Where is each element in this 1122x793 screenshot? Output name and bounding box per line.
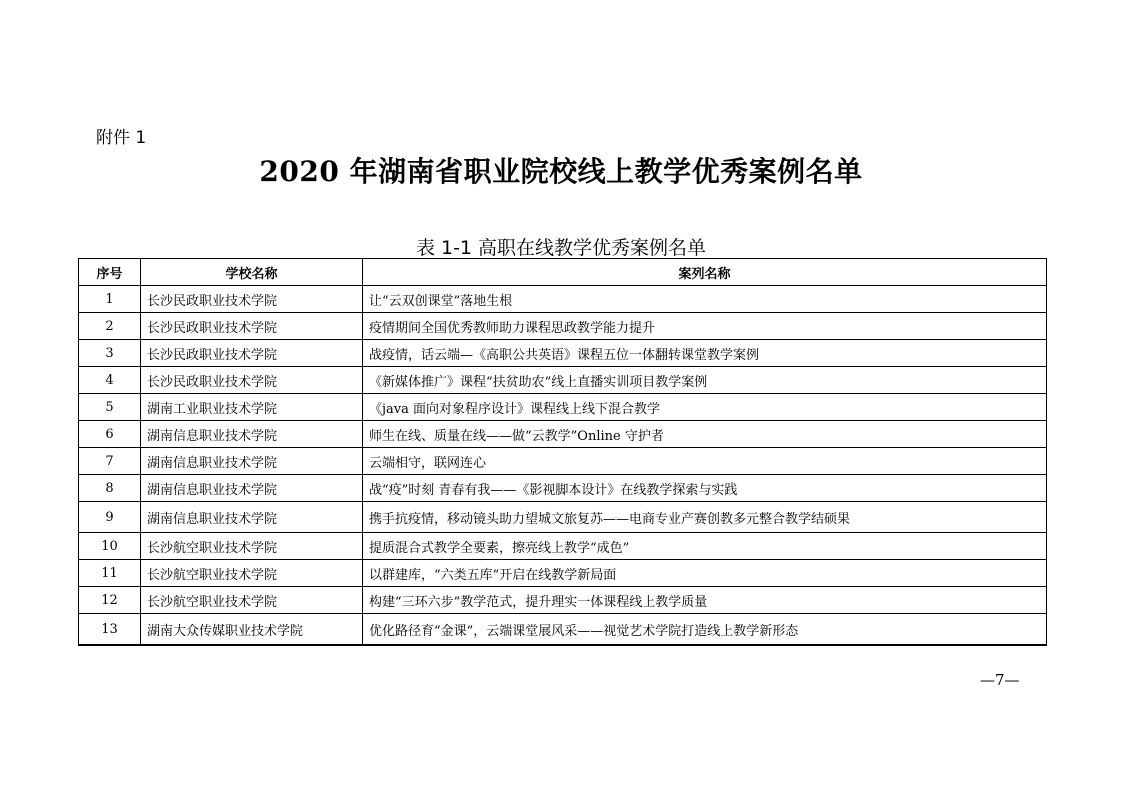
table-row	[79, 421, 1047, 448]
table-row	[79, 560, 1047, 587]
school-name: 长沙民政职业技术学院	[141, 286, 363, 313]
row-number: 2	[79, 313, 141, 340]
row-number: 12	[79, 587, 141, 614]
school-name: 湖南信息职业技术学院	[141, 448, 363, 475]
table-row	[79, 614, 1047, 646]
case-name: 携手抗疫情，移动镜头助力望城文旅复苏——电商专业产赛创教多元整合教学结硕果	[363, 502, 1047, 533]
case-name: 《新媒体推广》课程“扶贫助农”线上直播实训项目教学案例	[363, 367, 1047, 394]
school-name: 长沙航空职业技术学院	[141, 560, 363, 587]
row-number: 6	[79, 421, 141, 448]
case-name: 战疫情，话云端—《高职公共英语》课程五位一体翻转课堂教学案例	[363, 340, 1047, 367]
table-row	[79, 475, 1047, 502]
row-number: 8	[79, 475, 141, 502]
case-name: 云端相守，联网连心	[363, 448, 1047, 475]
case-name: 《java 面向对象程序设计》课程线上线下混合教学	[363, 394, 1047, 421]
table-row	[79, 367, 1047, 394]
header-case-name: 案列名称	[363, 259, 1047, 286]
table-caption: 表 1-1 高职在线教学优秀案例名单	[415, 237, 707, 259]
table-row	[79, 502, 1047, 533]
case-name: 战“疫”时刻 青春有我——《影视脚本设计》在线教学探索与实践	[363, 475, 1047, 502]
case-name: 疫情期间全国优秀教师助力课程思政教学能力提升	[363, 313, 1047, 340]
school-name: 长沙民政职业技术学院	[141, 367, 363, 394]
case-name: 优化路径育“金课”，云端课堂展风采——视觉艺术学院打造线上教学新形态	[363, 614, 1047, 646]
cases-table	[78, 258, 1047, 646]
case-name: 提质混合式教学全要素，擦亮线上教学“成色”	[363, 533, 1047, 560]
row-number: 7	[79, 448, 141, 475]
school-name: 长沙民政职业技术学院	[141, 313, 363, 340]
school-name: 长沙民政职业技术学院	[141, 340, 363, 367]
row-number: 10	[79, 533, 141, 560]
table-row	[79, 533, 1047, 560]
table-row	[79, 394, 1047, 421]
table-header-row	[79, 259, 1047, 286]
page-number: —7—	[980, 671, 1020, 689]
table-row	[79, 313, 1047, 340]
case-name: 构建“三环六步”教学范式，提升理实一体课程线上教学质量	[363, 587, 1047, 614]
header-school-name: 学校名称	[141, 259, 363, 286]
row-number: 13	[79, 614, 141, 646]
row-number: 11	[79, 560, 141, 587]
school-name: 长沙航空职业技术学院	[141, 587, 363, 614]
row-number: 3	[79, 340, 141, 367]
case-name: 师生在线、质量在线——做“云教学”Online 守护者	[363, 421, 1047, 448]
school-name: 湖南大众传媒职业技术学院	[141, 614, 363, 646]
attachment-label: 附件 1	[96, 128, 147, 148]
school-name: 长沙航空职业技术学院	[141, 533, 363, 560]
case-name: 以群建库，“六类五库”开启在线教学新局面	[363, 560, 1047, 587]
school-name: 湖南信息职业技术学院	[141, 475, 363, 502]
header-serial-number: 序号	[79, 259, 141, 286]
row-number: 1	[79, 286, 141, 313]
table-row	[79, 587, 1047, 614]
table-row	[79, 448, 1047, 475]
row-number: 4	[79, 367, 141, 394]
document-title: 2020 年湖南省职业院校线上教学优秀案例名单	[259, 155, 863, 188]
table-row	[79, 286, 1047, 313]
table-row	[79, 340, 1047, 367]
school-name: 湖南信息职业技术学院	[141, 421, 363, 448]
row-number: 5	[79, 394, 141, 421]
row-number: 9	[79, 502, 141, 533]
school-name: 湖南信息职业技术学院	[141, 502, 363, 533]
school-name: 湖南工业职业技术学院	[141, 394, 363, 421]
case-name: 让“云双创课堂”落地生根	[363, 286, 1047, 313]
